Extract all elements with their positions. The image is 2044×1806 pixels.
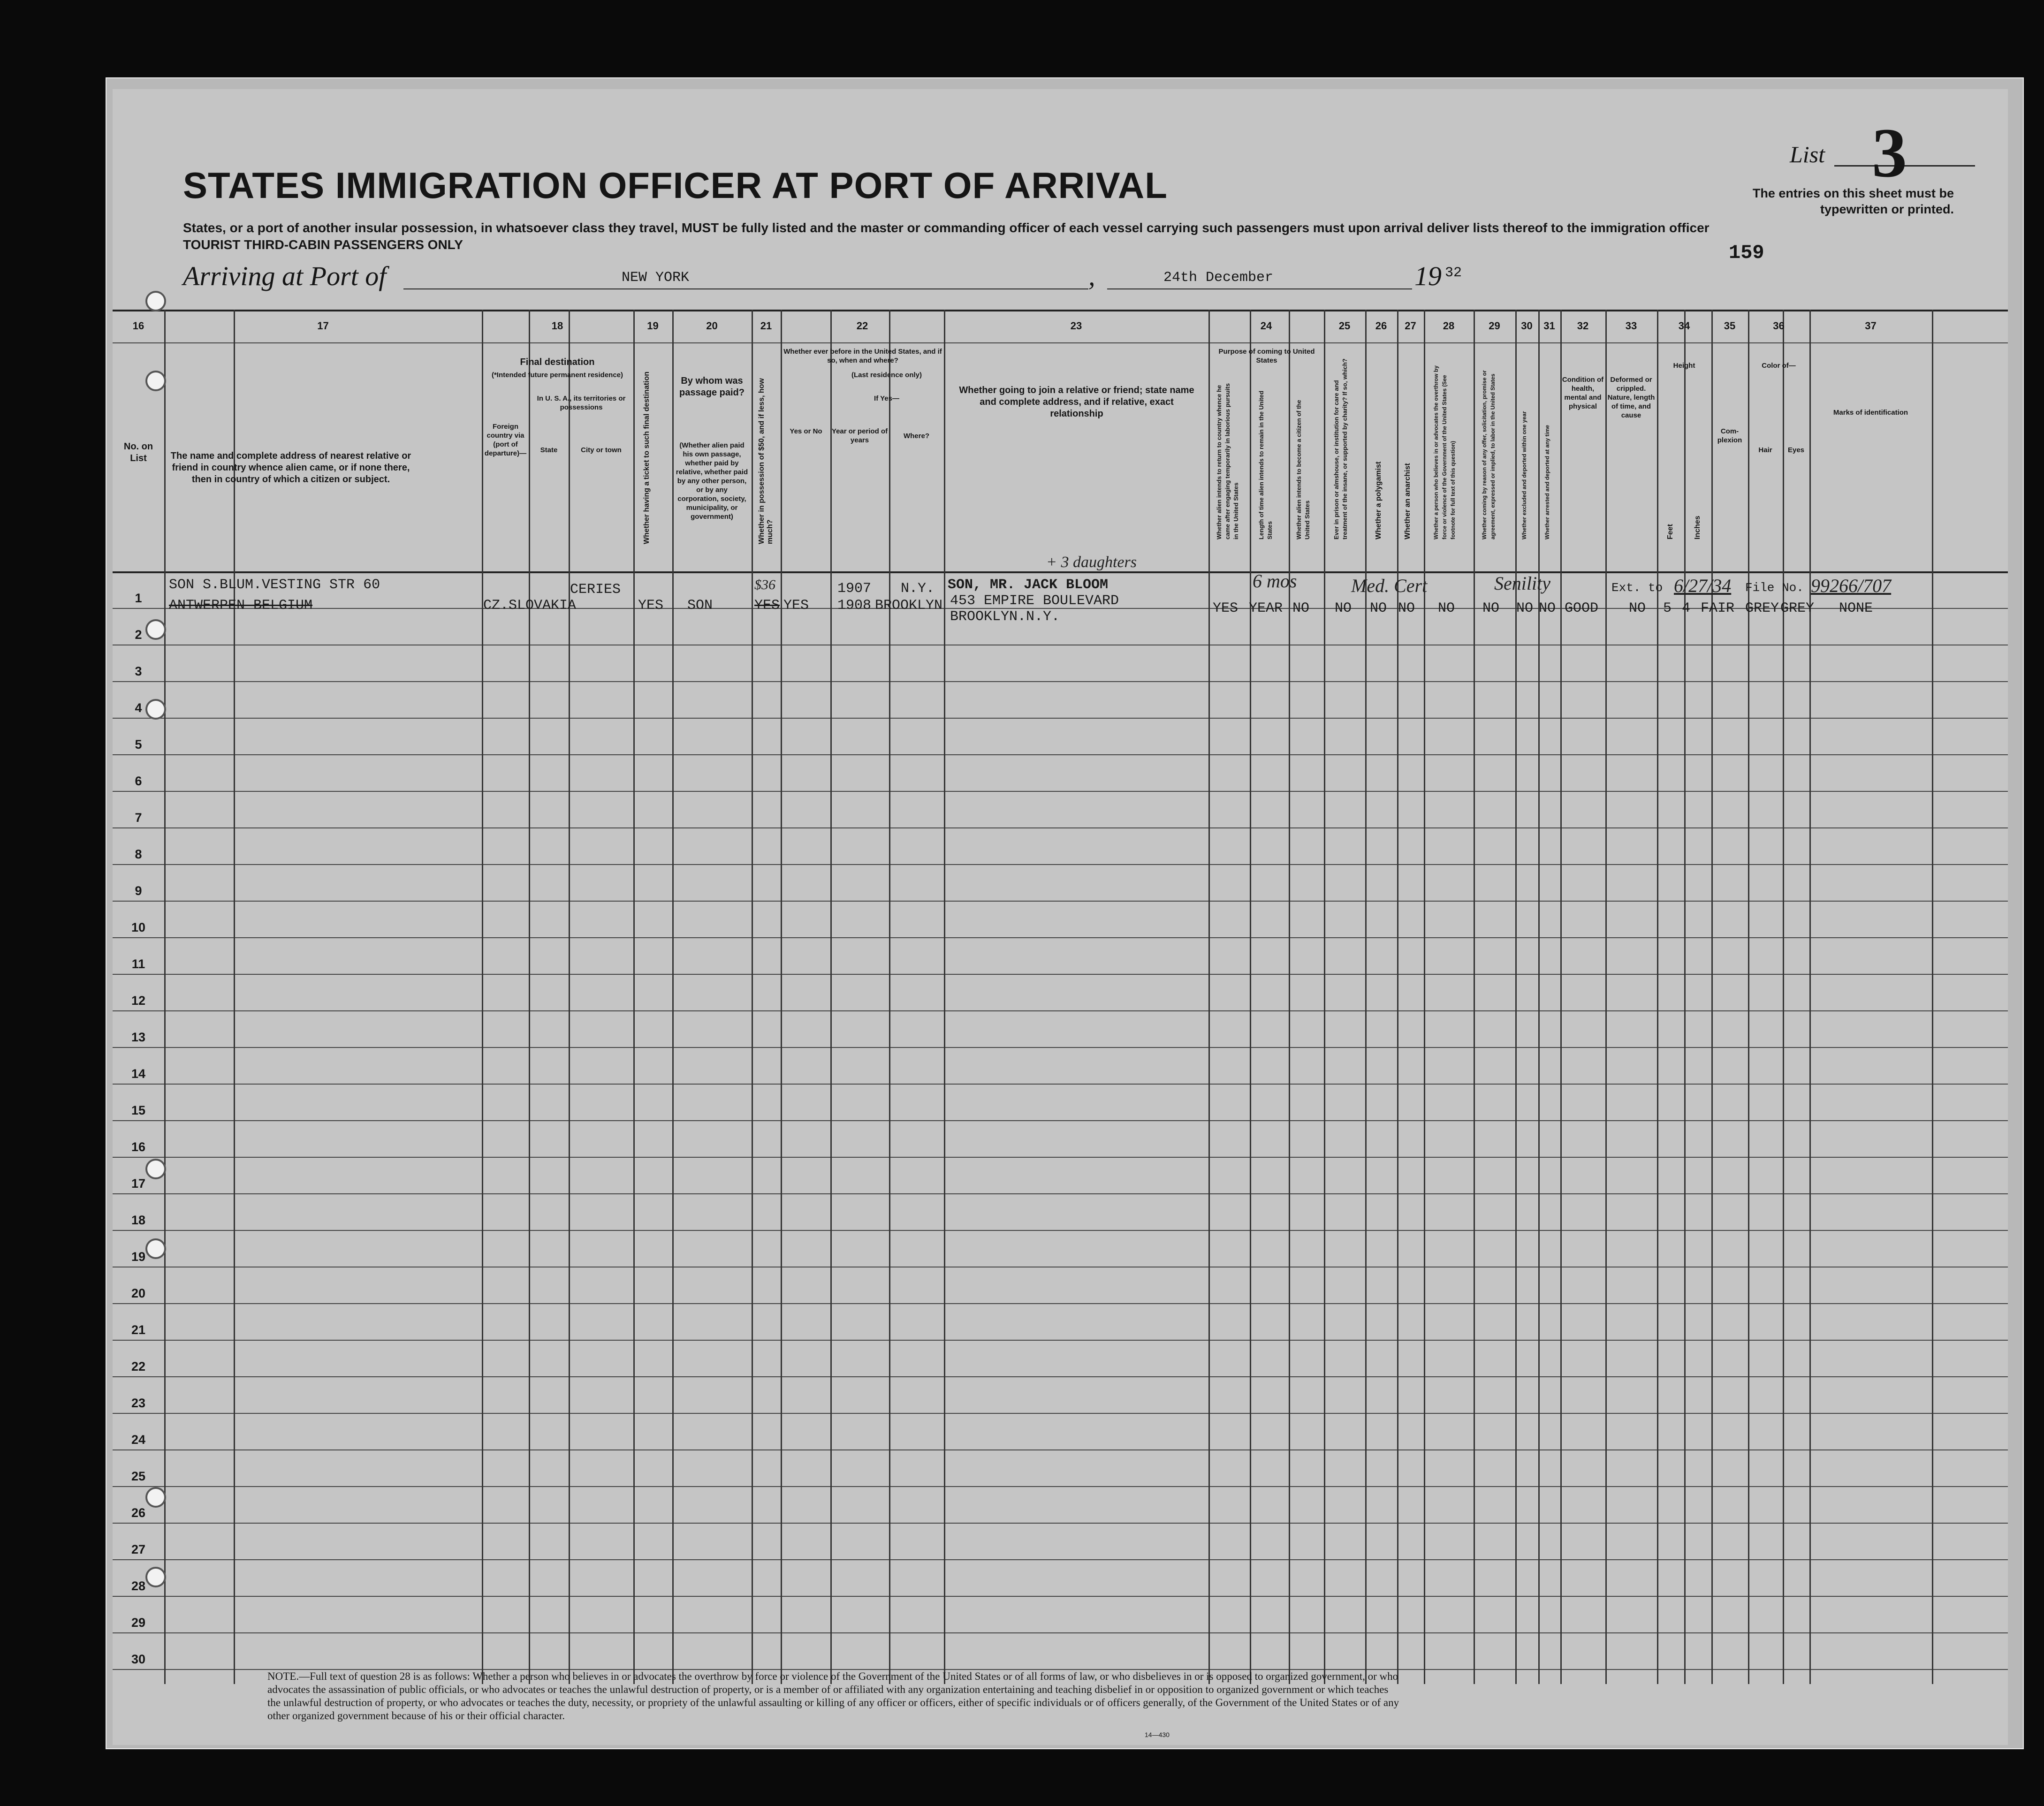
row-line <box>113 827 2008 828</box>
entry-col28: NO <box>1438 600 1455 616</box>
row-line <box>113 1157 2008 1158</box>
hdr-joining-relative: Whether going to join a relative or friend; state name and complete address, and if relative, exact relationship <box>959 385 1194 419</box>
hdr-complexion: Com-plexion <box>1717 427 1742 444</box>
punch-hole <box>145 291 166 311</box>
col-divider <box>234 310 235 1684</box>
row-number: 22 <box>131 1359 146 1373</box>
entry-col25: NO <box>1335 600 1352 616</box>
hdr-hair: Hair <box>1758 446 1772 454</box>
row-line <box>113 791 2008 792</box>
row-number: 1 <box>135 591 142 605</box>
col-divider <box>1424 310 1425 1684</box>
row-line <box>113 1376 2008 1377</box>
port-underline <box>403 288 1088 289</box>
col-divider <box>1250 310 1251 1684</box>
col-divider <box>830 310 832 1684</box>
col-divider <box>1783 310 1784 1684</box>
arrival-line <box>183 260 1462 292</box>
row-number: 9 <box>135 884 142 898</box>
col-divider <box>1324 310 1325 1684</box>
entry-col29: NO <box>1482 600 1500 616</box>
list-number-box <box>1769 114 1994 192</box>
col-divider <box>1538 310 1540 1684</box>
hdr-excluded: Whether coming by reason of any offer, solicitation, promise or agreement, expressed or implied, to labor in the United States <box>1481 370 1496 539</box>
colnum-35: 35 <box>1724 320 1736 332</box>
col-divider <box>633 310 635 1684</box>
entry-foreign-country: CZ.SLOVAKIA <box>483 598 577 614</box>
page-number: 159 <box>1729 242 1764 264</box>
hdr-yes-no: Yes or No <box>790 427 822 435</box>
row-number: 17 <box>131 1176 146 1191</box>
table-top-border <box>113 310 2008 311</box>
col-divider <box>1365 310 1367 1684</box>
hdr-foreign-country: Foreign country via (port of departure)— <box>484 423 527 457</box>
class-line: TOURIST THIRD-CABIN PASSENGERS ONLY <box>183 237 463 252</box>
row-number: 21 <box>131 1323 146 1337</box>
colnum-21: 21 <box>760 320 772 332</box>
hdr-final-destination: Final destination <box>520 357 595 367</box>
hdr-anarchist: Whether an anarchist <box>1404 463 1412 539</box>
row-line <box>113 1413 2008 1414</box>
col-divider <box>1932 310 1933 1684</box>
annotation-file-label: File No. <box>1745 581 1804 595</box>
row-line <box>113 937 2008 938</box>
row-number: 8 <box>135 847 142 861</box>
entry-purpose-b: YEAR <box>1249 600 1283 616</box>
hdr-deported: Whether excluded and deported within one year <box>1521 411 1527 539</box>
colnum-25: 25 <box>1338 320 1351 332</box>
entry-join-hand: + 3 daughters <box>1046 554 1137 571</box>
list-label: List <box>1790 141 1825 167</box>
entry-feet: 5 <box>1663 600 1672 616</box>
col-divider <box>164 310 166 1684</box>
punch-hole <box>145 371 166 391</box>
hdr-eyes: Eyes <box>1787 446 1805 454</box>
col-divider <box>1605 310 1607 1684</box>
col-divider <box>1397 310 1398 1684</box>
annotation-ext-label: Ext. to <box>1611 581 1663 595</box>
row-number: 11 <box>131 957 145 971</box>
entry-col31: NO <box>1539 600 1556 616</box>
row-number: 3 <box>135 664 142 678</box>
date-underline <box>1107 288 1412 289</box>
hdr-overthrow: Whether a person who believes in or advocates the overthrow by force or violence of the Government of the United States (See footnote for full text of this question) <box>1433 365 1456 539</box>
hdr-purpose-b: Length of time alien intends to remain in the United States <box>1258 390 1273 539</box>
colnum-33: 33 <box>1625 320 1637 332</box>
row-number: 27 <box>131 1542 146 1556</box>
port-value: NEW YORK <box>622 270 690 286</box>
punch-hole <box>145 1487 166 1508</box>
row-number: 15 <box>131 1103 146 1117</box>
entry-purpose-b-hand: 6 mos <box>1253 570 1297 592</box>
entry-money-hand: $36 <box>754 577 775 592</box>
hdr-passage-note: (Whether alien paid his own passage, whether paid by relative, whether paid by any other person, or by any corporation, society, municipality, or government) <box>676 441 748 521</box>
row-line <box>113 1596 2008 1597</box>
col-divider <box>482 310 483 1684</box>
entry-marks: NONE <box>1839 600 1873 616</box>
annotation-senility: Senility <box>1494 573 1550 594</box>
row-number: 7 <box>135 811 142 825</box>
entry-passage: SON <box>687 598 713 614</box>
row-line <box>113 681 2008 682</box>
hdr-purpose-a: Whether alien intends to return to country whence he came after engaging temporarily in laborious pursuits in the United States <box>1216 383 1239 539</box>
arriving-label: Arriving at Port of <box>183 261 387 291</box>
col-divider <box>889 310 890 1684</box>
punch-hole <box>145 699 166 720</box>
hdr-year-period: Year or period of years <box>831 427 888 444</box>
row-line <box>113 1632 2008 1633</box>
row-number: 12 <box>131 994 146 1008</box>
col-divider <box>529 310 530 1684</box>
entry-inches: 4 <box>1682 600 1691 616</box>
colnum-22: 22 <box>856 320 868 332</box>
entry-col30: NO <box>1516 600 1534 616</box>
punch-hole <box>145 1159 166 1179</box>
hdr-polygamist: Whether a polygamist <box>1375 461 1383 539</box>
hdr-no-on-list: No. on List <box>123 441 153 463</box>
row-line <box>113 754 2008 755</box>
subtitle-text: States, or a port of another insular possession, in whatsoever class they travel, MUST be fully listed and the master or commanding officer of each vessel carrying such passengers must upon arrival deliver lists thereof to the immigration officer <box>183 220 1710 235</box>
hdr-ever-before: Whether ever before in the United States, and if so, when and where? <box>783 348 942 364</box>
col-divider <box>1684 310 1686 1684</box>
row-number: 28 <box>131 1579 146 1593</box>
manifest-sheet <box>113 89 2008 1745</box>
entry-col26: NO <box>1370 600 1387 616</box>
comma: , <box>1088 261 1095 291</box>
row-number: 16 <box>131 1140 146 1154</box>
colnum-34: 34 <box>1678 320 1690 332</box>
entry-money-struck: YES <box>754 598 780 614</box>
row-number: 29 <box>131 1616 146 1630</box>
col-divider <box>569 310 570 1684</box>
row-line <box>113 1449 2008 1450</box>
hdr-money: Whether in possession of $50, and if less, how much? <box>758 378 774 544</box>
hdr-if-yes: If Yes— <box>874 395 899 402</box>
colnum-19: 19 <box>647 320 659 332</box>
row-number: 14 <box>131 1067 146 1081</box>
col-divider <box>781 310 782 1684</box>
colnum-20: 20 <box>706 320 718 332</box>
hdr-deformed: Deformed or crippled. Nature, length of time, and cause <box>1607 376 1655 419</box>
footnote: NOTE.—Full text of question 28 is as follows: Whether a person who believes in or advocates the overthrow by force or violence of the Government of the United States or of all forms of law, or who disbelieves in or is opposed to organized government, or who advocates the assassination of public officials, or who advocates or teaches the unlawful destruction of property, or is a member of or affiliated with any organization entertaining and teaching disbelief in or opposition to organized government or which teaches the unlawful destruction of property, or who advocates or teaches the duty, necessity, or propriety of the unlawful assaulting or killing of any officer or officers, either of specific individuals or of officers generally, of the Government of the United States or of any other organized government because of his or their official character. <box>267 1670 1399 1722</box>
hdr-arrested: Whether arrested and deported at any time <box>1544 425 1550 539</box>
row-number: 26 <box>131 1506 146 1520</box>
entry-relative-line1: SON S.BLUM.VESTING STR 60 <box>169 577 380 593</box>
colnum-divider <box>113 342 2008 343</box>
row-number: 2 <box>135 628 142 642</box>
row-line <box>113 1559 2008 1560</box>
colnum-32: 32 <box>1577 320 1589 332</box>
colnum-36: 36 <box>1773 320 1785 332</box>
entry-relative-line2: ANTWERPEN-BELGIUM <box>169 598 313 614</box>
row-number: 25 <box>131 1469 146 1483</box>
entry-purpose-a: YES <box>1213 600 1239 616</box>
row-number: 30 <box>131 1652 146 1666</box>
manifest-table <box>113 310 2008 1684</box>
colnum-26: 26 <box>1375 320 1387 332</box>
colnum-28: 28 <box>1443 320 1455 332</box>
row-line <box>113 974 2008 975</box>
row-number: 23 <box>131 1396 146 1410</box>
entry-eyes: GREY <box>1780 600 1815 616</box>
row-number: 6 <box>135 774 142 788</box>
entry-join-3: BROOKLYN.N.Y. <box>950 609 1060 625</box>
entry-years-1: 1907 <box>837 581 872 597</box>
row-number: 20 <box>131 1286 146 1300</box>
entry-purpose-c: NO <box>1292 600 1310 616</box>
hdr-state: State <box>540 446 558 454</box>
row-line <box>113 1303 2008 1304</box>
date-value: 24th December <box>1163 270 1274 286</box>
row-line <box>113 1523 2008 1524</box>
hdr-last-residence: (Last residence only) <box>851 371 922 379</box>
col-divider <box>752 310 753 1684</box>
row-number: 19 <box>131 1250 146 1264</box>
page-title: STATES IMMIGRATION OFFICER AT PORT OF ARRIVAL <box>183 165 1168 206</box>
row-line <box>113 1193 2008 1194</box>
hdr-final-dest-note: (*Intended future permanent residence) <box>491 371 623 379</box>
annotation-ext-date: 6/27/34 <box>1674 575 1732 596</box>
colnum-17: 17 <box>317 320 329 332</box>
entry-join-1: SON, MR. JACK BLOOM <box>948 577 1109 593</box>
hdr-where: Where? <box>903 432 929 440</box>
hdr-in-usa: In U. S. A., its territories or possessions <box>537 395 626 411</box>
col-divider <box>672 310 674 1684</box>
col-divider <box>1208 310 1210 1684</box>
hdr-ticket: Whether having a ticket to such final destination <box>643 371 651 544</box>
row-line <box>113 1084 2008 1085</box>
punch-hole <box>145 1567 166 1587</box>
entries-note: The entries on this sheet must be typewritten or printed. <box>1752 186 1954 216</box>
row-line <box>113 718 2008 719</box>
entry-city: CERIES <box>570 582 621 598</box>
form-code: 14—430 <box>1145 1731 1170 1738</box>
entry-deformed: NO <box>1629 600 1646 616</box>
hdr-passage-paid: By whom was passage paid? <box>679 376 745 398</box>
header-bottom-border <box>113 571 2008 573</box>
col-divider <box>1748 310 1749 1684</box>
row-line <box>113 1047 2008 1048</box>
colnum-16: 16 <box>132 320 144 332</box>
punch-hole <box>145 619 166 640</box>
hdr-color-of: Color of— <box>1762 362 1796 370</box>
col-divider <box>1289 310 1290 1684</box>
hdr-purpose-c: Whether alien intends to become a citizen of the United States <box>1295 400 1311 539</box>
hdr-inches: Inches <box>1694 516 1702 539</box>
row-number: 4 <box>135 701 142 715</box>
row-number: 13 <box>131 1030 146 1044</box>
row-number: 18 <box>131 1213 146 1227</box>
entry-complexion: FAIR <box>1701 600 1735 616</box>
colnum-30: 30 <box>1521 320 1533 332</box>
hdr-height: Height <box>1673 362 1695 370</box>
col-divider <box>1474 310 1475 1684</box>
entry-where-1: N.Y. <box>901 581 935 597</box>
row-line <box>113 1120 2008 1121</box>
colnum-31: 31 <box>1543 320 1555 332</box>
col-divider <box>1711 310 1713 1684</box>
col-divider <box>1515 310 1517 1684</box>
row-number: 5 <box>135 737 142 751</box>
annotation-file-number: 99266/707 <box>1811 575 1892 596</box>
entry-ticket: YES <box>638 598 664 614</box>
hdr-relative-abroad: The name and complete address of nearest relative or friend in country whence alien came, or if none there, then in country of which a citizen or subject. <box>170 451 411 485</box>
entry-col27: NO <box>1398 600 1415 616</box>
entry-health: GOOD <box>1565 600 1599 616</box>
entry-years-2: 1908 <box>837 598 872 614</box>
row-line <box>113 1486 2008 1487</box>
hdr-feet: Feet <box>1666 524 1674 539</box>
colnum-24: 24 <box>1260 320 1272 332</box>
entry-hair: GREY <box>1745 600 1779 616</box>
hdr-health: Condition of health, mental and physical <box>1562 376 1604 410</box>
row-line <box>113 1230 2008 1231</box>
col-divider <box>1809 310 1811 1684</box>
entry-ever-before: YES <box>783 598 809 614</box>
col-divider <box>1657 310 1658 1684</box>
punch-hole <box>145 1238 166 1259</box>
page-subtitle <box>183 220 1778 253</box>
year-suffix: 32 <box>1445 265 1462 281</box>
row-line <box>113 901 2008 902</box>
colnum-18: 18 <box>551 320 563 332</box>
hdr-prison: Ever in prison or almshouse, or institution for care and treatment of the insane, or supported by charity? If so, which? <box>1333 358 1348 539</box>
hdr-city: City or town <box>581 446 622 454</box>
row-line <box>113 1010 2008 1011</box>
list-number: 3 <box>1872 114 1907 192</box>
col-divider <box>944 310 945 1684</box>
row-number: 10 <box>131 920 146 934</box>
entry-join-2: 453 EMPIRE BOULEVARD <box>950 593 1119 609</box>
colnum-27: 27 <box>1405 320 1416 332</box>
hdr-purpose: Purpose of coming to United States <box>1218 348 1315 364</box>
row-line <box>113 1340 2008 1341</box>
colnum-23: 23 <box>1070 320 1082 332</box>
hdr-marks: Marks of identification <box>1833 409 1908 417</box>
row-number: 24 <box>131 1433 146 1447</box>
col-divider <box>1560 310 1562 1684</box>
colnum-37: 37 <box>1865 320 1877 332</box>
annotation-med-cert: Med. Cert <box>1351 575 1428 596</box>
year-prefix: 19 <box>1414 261 1442 291</box>
row-line <box>113 864 2008 865</box>
colnum-29: 29 <box>1489 320 1500 332</box>
entry-where-2: BROOKLYN <box>875 598 943 614</box>
